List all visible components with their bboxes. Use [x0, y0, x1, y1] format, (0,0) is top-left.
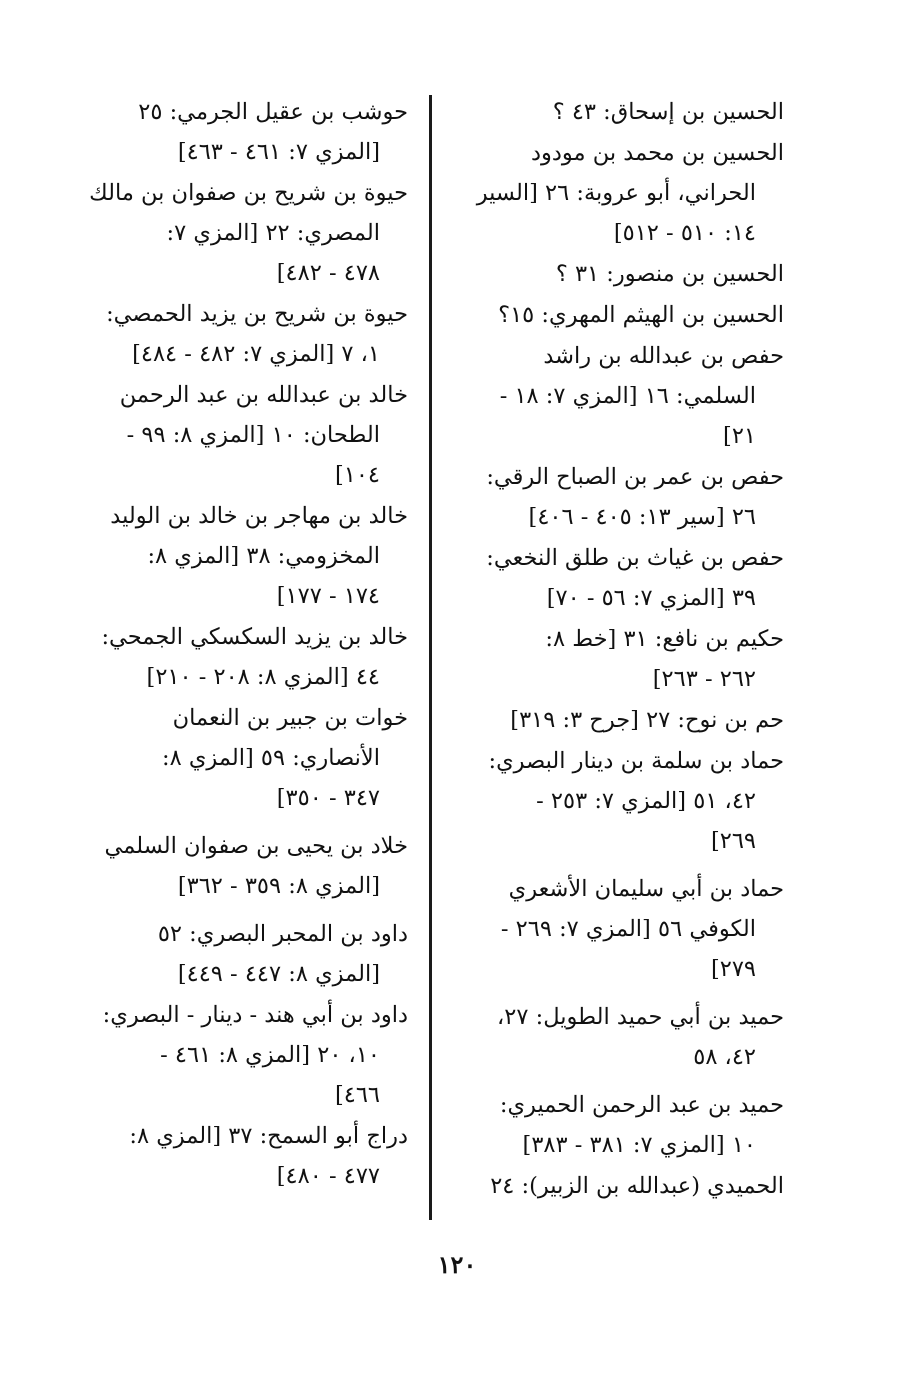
- index-entry-line: المخزومي: ٣٨ [المزي ٨:: [147, 543, 380, 569]
- page-number: ١٢٠: [437, 1250, 477, 1279]
- index-entry: [86, 92, 408, 172]
- index-entry-line: حميد بن عبد الرحمن الحميري:: [499, 1092, 784, 1118]
- index-entry: [86, 995, 408, 1115]
- index-entry: [86, 1116, 408, 1196]
- index-entry-line: الحسين بن منصور: ٣١ ؟: [555, 261, 784, 287]
- index-entry: [462, 869, 784, 989]
- index-entry-line: ٣٩ [المزي ٧: ٥٦ - ٧٠]: [546, 585, 756, 611]
- index-entry: [86, 496, 408, 616]
- index-entry-line: خوات بن جبير بن النعمان: [172, 705, 408, 731]
- index-entry-line: ٤٦٦]: [334, 1082, 380, 1108]
- index-entry-line: دراج أبو السمح: ٣٧ [المزي ٨:: [129, 1123, 408, 1149]
- index-entry-line: ٤٢، ٥٨: [693, 1044, 756, 1070]
- index-entry: [462, 700, 784, 740]
- index-entry: [86, 698, 408, 818]
- index-entry: [86, 375, 408, 495]
- index-entry-line: ١٠، ٢٠ [المزي ٨: ٤٦١ -: [160, 1042, 380, 1068]
- index-entry-line: [المزي ٨: ٤٤٧ - ٤٤٩]: [177, 961, 380, 987]
- index-entry-line: الطحان: ١٠ [المزي ٨: ٩٩ -: [126, 422, 380, 448]
- index-entry-line: الحسين بن محمد بن مودود: [531, 140, 784, 166]
- index-entry-line: داود بن المحبر البصري: ٥٢: [157, 921, 408, 947]
- index-entry-line: المصري: ٢٢ [المزي ٧:: [166, 220, 380, 246]
- column-divider: [429, 95, 432, 1220]
- index-entry-line: الأنصاري: ٥٩ [المزي ٨:: [161, 745, 380, 771]
- index-entry-line: ٢٦٢ - ٢٦٣]: [652, 666, 756, 692]
- index-entry-line: ٤٧٨ - ٤٨٢]: [276, 260, 380, 286]
- index-entry-line: ٢٦٩]: [710, 828, 756, 854]
- index-entry-line: ٢٧٩]: [710, 956, 756, 982]
- index-entry-line: ٣٤٧ - ٣٥٠]: [276, 785, 380, 811]
- index-entry: [462, 538, 784, 618]
- index-entry-line: حماد بن أبي سليمان الأشعري: [508, 876, 784, 902]
- index-entry: [462, 1166, 784, 1206]
- index-entry-line: الحراني، أبو عروبة: ٢٦ [السير: [476, 180, 756, 206]
- index-entry-line: ١٠ [المزي ٧: ٣٨١ - ٣٨٣]: [522, 1132, 756, 1158]
- index-entry-line: الحميدي (عبدالله بن الزبير): ٢٤: [490, 1173, 784, 1199]
- index-entry-line: حكيم بن نافع: ٣١ [خط ٨:: [545, 626, 784, 652]
- index-entry-line: خلاد بن يحيى بن صفوان السلمي: [104, 833, 408, 859]
- index-entry-line: [المزي ٧: ٤٦١ - ٤٦٣]: [177, 139, 380, 165]
- left-column: [86, 92, 408, 1197]
- index-entry: [86, 173, 408, 293]
- index-entry: [462, 133, 784, 253]
- index-entry-line: ٤٤ [المزي ٨: ٢٠٨ - ٢١٠]: [146, 664, 380, 690]
- index-entry-line: حميد بن أبي حميد الطويل: ٢٧،: [497, 1004, 784, 1030]
- index-entry-line: السلمي: ١٦ [المزي ٧: ١٨ -: [499, 383, 756, 409]
- index-entry-line: ١، ٧ [المزي ٧: ٤٨٢ - ٤٨٤]: [132, 341, 380, 367]
- index-entry-line: حم بن نوح: ٢٧ [جرح ٣: ٣١٩]: [510, 707, 784, 733]
- index-entry-line: الحسين بن الهيثم المهري: ١٥؟: [498, 302, 784, 328]
- index-entry: [86, 826, 408, 906]
- index-entry: [462, 457, 784, 537]
- index-entry: [86, 294, 408, 374]
- index-entry-line: حيوة بن شريح بن يزيد الحمصي:: [106, 301, 408, 327]
- index-entry-line: ١٠٤]: [334, 462, 380, 488]
- index-entry-line: ٢١]: [723, 423, 756, 449]
- index-entry: [462, 295, 784, 335]
- index-entry: [86, 914, 408, 994]
- index-entry: [462, 1085, 784, 1165]
- index-entry: [462, 741, 784, 861]
- index-entry-line: حفص بن غياث بن طلق النخعي:: [486, 545, 784, 571]
- index-entry-line: ٤٢، ٥١ [المزي ٧: ٢٥٣ -: [536, 788, 756, 814]
- index-entry-line: حيوة بن شريح بن صفوان بن مالك: [89, 180, 408, 206]
- index-entry-line: ٤٧٧ - ٤٨٠]: [276, 1163, 380, 1189]
- index-entry-line: الكوفي ٥٦ [المزي ٧: ٢٦٩ -: [500, 916, 756, 942]
- index-entry-line: [المزي ٨: ٣٥٩ - ٣٦٢]: [177, 873, 380, 899]
- index-entry-line: حفص بن عمر بن الصباح الرقي:: [486, 464, 784, 490]
- index-entry: [462, 254, 784, 294]
- index-entry-line: ٢٦ [سير ١٣: ٤٠٥ - ٤٠٦]: [528, 504, 756, 530]
- index-entry-line: الحسين بن إسحاق: ٤٣ ؟: [552, 99, 784, 125]
- index-entry-line: حفص بن عبدالله بن راشد: [543, 343, 784, 369]
- index-entry-line: ١٤: ٥١٠ - ٥١٢]: [613, 220, 756, 246]
- index-entry: [462, 336, 784, 456]
- index-entry-line: خالد بن مهاجر بن خالد بن الوليد: [110, 503, 408, 529]
- index-entry: [462, 997, 784, 1077]
- index-entry-line: حوشب بن عقيل الجرمي: ٢٥: [138, 99, 408, 125]
- index-entry-line: ١٧٤ - ١٧٧]: [276, 583, 380, 609]
- index-entry-line: داود بن أبي هند - دينار - البصري:: [102, 1002, 408, 1028]
- index-entry-line: خالد بن عبدالله بن عبد الرحمن: [119, 382, 408, 408]
- index-entry-line: حماد بن سلمة بن دينار البصري:: [488, 748, 784, 774]
- index-entry: [462, 92, 784, 132]
- index-entry: [462, 619, 784, 699]
- index-entry-line: خالد بن يزيد السكسكي الجمحي:: [101, 624, 408, 650]
- index-entry: [86, 617, 408, 697]
- right-column: [462, 92, 784, 1207]
